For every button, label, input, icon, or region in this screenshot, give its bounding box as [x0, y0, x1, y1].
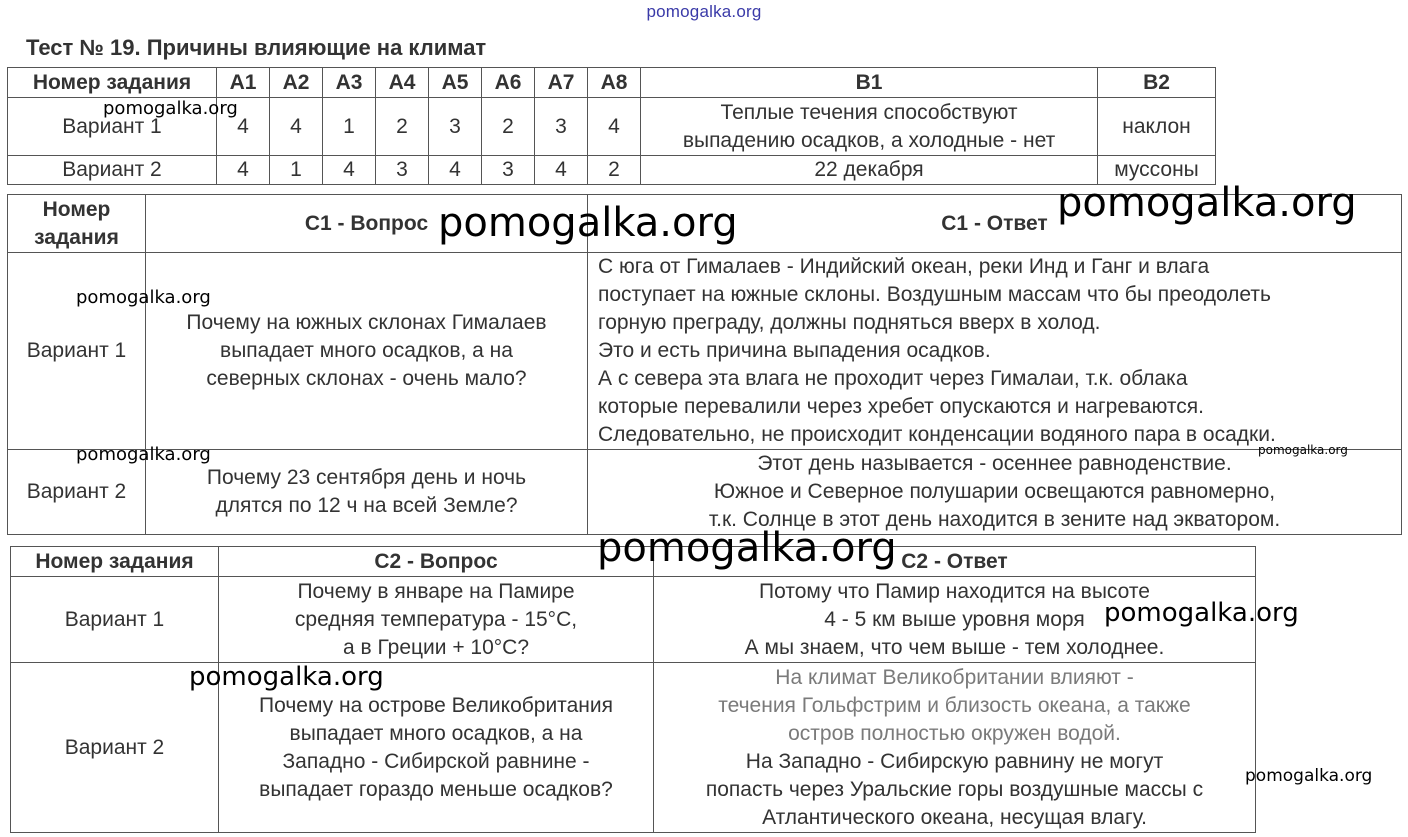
text-line: Теплые течения способствуют	[720, 100, 1018, 124]
variant-label: Вариант 1	[8, 98, 217, 156]
answer-cell: 4	[217, 98, 270, 156]
watermark-text: pomogalka.org	[1104, 598, 1299, 628]
watermark-text: pomogalka.org	[1057, 180, 1357, 226]
c1-question	[146, 450, 588, 535]
header-a2: А2	[270, 68, 323, 98]
watermark-text: pomogalka.org	[597, 525, 897, 571]
text-line: Потому что Памир находится на высоте	[759, 579, 1150, 603]
text-line: Почему в январе на Памире	[297, 579, 575, 603]
answer-cell: 2	[588, 156, 641, 185]
answer-cell: 4	[588, 98, 641, 156]
watermark-text: pomogalka.org	[76, 287, 211, 308]
text-line: Почему 23 сентября день и ночь	[206, 466, 527, 489]
text-line: Почему на острове Великобритания	[259, 693, 613, 717]
header-c1-answer: С1 - Ответ	[588, 195, 1402, 253]
variant-label: Вариант 1	[11, 577, 219, 663]
c2-question	[219, 577, 654, 663]
header-a5: А5	[429, 68, 482, 98]
text-line: На климат Великобритании влияют -	[775, 665, 1134, 689]
watermark-text: pomogalka.org	[438, 200, 738, 246]
c1-answer	[588, 450, 1402, 535]
header-b1: В1	[641, 68, 1098, 98]
variant-label: Вариант 2	[11, 663, 219, 833]
text-line: средняя температура - 15°С,	[294, 607, 578, 631]
text-line: Западно - Сибирской равнине -	[282, 749, 590, 773]
variant-label: Вариант 2	[8, 156, 217, 185]
text-line: длятся по 12 ч на всей Земле?	[215, 494, 518, 517]
watermark-text: pomogalka.org	[1245, 766, 1373, 786]
answer-cell: 4	[270, 98, 323, 156]
text-line: Номер	[42, 197, 111, 221]
text-line: задания	[34, 225, 119, 249]
answer-cell: 3	[429, 98, 482, 156]
table-row	[8, 253, 1402, 450]
text-line: С юга от Гималаев - Индийский океан, реки Инд и Ганг и влага	[598, 255, 1210, 278]
answers-table-a-b	[7, 67, 1216, 185]
watermark-text: pomogalka.org	[103, 98, 238, 119]
text-line: северных склонах - очень мало?	[206, 367, 527, 390]
answer-cell: 3	[482, 156, 535, 185]
site-watermark-top[interactable]: pomogalka.org	[646, 2, 762, 21]
answer-cell: 1	[270, 156, 323, 185]
text-line: т.к. Солнце в этот день находится в зените над экватором.	[708, 508, 1281, 531]
watermark-text: pomogalka.org	[189, 662, 384, 692]
text-line: Это и есть причина выпадения осадков.	[598, 339, 991, 362]
text-line: Атлантического океана, несущая влагу.	[762, 805, 1147, 829]
b2-answer: наклон	[1098, 98, 1216, 156]
answer-cell: 4	[217, 156, 270, 185]
text-line: 4 - 5 км выше уровня моря	[824, 607, 1085, 631]
answer-cell: 3	[376, 156, 429, 185]
text-line: горную преграду, должны подняться вверх в холод.	[598, 311, 1101, 334]
header-a4: А4	[376, 68, 429, 98]
table-row	[8, 450, 1402, 535]
text-line: выпадает гораздо меньше осадков?	[259, 777, 613, 801]
header-a3: А3	[323, 68, 376, 98]
text-line: а в Греции + 10°С?	[342, 635, 530, 659]
text-line: А с севера эта влага не проходит через Гималаи, т.к. облака	[598, 367, 1188, 390]
watermark-text: pomogalka.org	[1258, 443, 1348, 457]
table1-header-row	[8, 68, 1216, 98]
c1-question	[146, 253, 588, 450]
header-task-number: Номер задания	[8, 68, 217, 98]
header-task-number	[8, 195, 146, 253]
text-line: Следовательно, не происходит конденсации водяного пара в осадки.	[598, 423, 1276, 446]
header-a6: А6	[482, 68, 535, 98]
c1-answer	[588, 253, 1402, 450]
text-line: которые перевалили через хребет опускаются и нагреваются.	[598, 395, 1204, 418]
table-row	[8, 156, 1216, 185]
text-line: Этот день называется - осеннее равноденствие.	[757, 452, 1232, 475]
b1-answer: 22 декабря	[641, 156, 1098, 185]
text-line: выпадает много осадков, а на	[220, 339, 513, 362]
text-line: выпадению осадков, а холодные - нет	[682, 128, 1056, 152]
table-row	[11, 577, 1256, 663]
answer-cell: 4	[429, 156, 482, 185]
header-c2-answer: С2 - Ответ	[654, 547, 1256, 577]
text-line: Южное и Северное полушарии освещаются равномерно,	[713, 480, 1276, 503]
text-line: попасть через Уральские горы воздушные массы с	[705, 777, 1204, 801]
text-line: А мы знаем, что чем выше - тем холоднее.	[744, 635, 1165, 659]
header-c1-question: С1 - Вопрос	[146, 195, 588, 253]
header-c2-question: С2 - Вопрос	[219, 547, 654, 577]
watermark-text: pomogalka.org	[76, 444, 211, 465]
c2-answer	[654, 663, 1256, 833]
header-b2: В2	[1098, 68, 1216, 98]
header-a1: А1	[217, 68, 270, 98]
answer-cell: 3	[535, 98, 588, 156]
answer-cell: 4	[323, 156, 376, 185]
text-line: Почему на южных склонах Гималаев	[186, 311, 547, 334]
answer-cell: 1	[323, 98, 376, 156]
text-line: остров полностью окружен водой.	[788, 721, 1121, 745]
b2-answer: муссоны	[1098, 156, 1216, 185]
text-line: течения Гольфстрим и близость океана, а также	[718, 693, 1191, 717]
answer-cell: 2	[482, 98, 535, 156]
b1-answer	[641, 98, 1098, 156]
variant-label: Вариант 1	[8, 253, 146, 450]
header-a8: А8	[588, 68, 641, 98]
header-task-number: Номер задания	[11, 547, 219, 577]
answer-cell: 2	[376, 98, 429, 156]
answer-cell: 4	[535, 156, 588, 185]
text-line: выпадает много осадков, а на	[289, 721, 583, 745]
text-line: На Западно - Сибирскую равнину не могут	[745, 749, 1164, 773]
variant-label: Вариант 2	[8, 450, 146, 535]
text-line: поступает на южные склоны. Воздушным массам что бы преодолеть	[598, 283, 1271, 306]
header-a7: А7	[535, 68, 588, 98]
page-title: Тест № 19. Причины влияющие на климат	[26, 35, 487, 60]
